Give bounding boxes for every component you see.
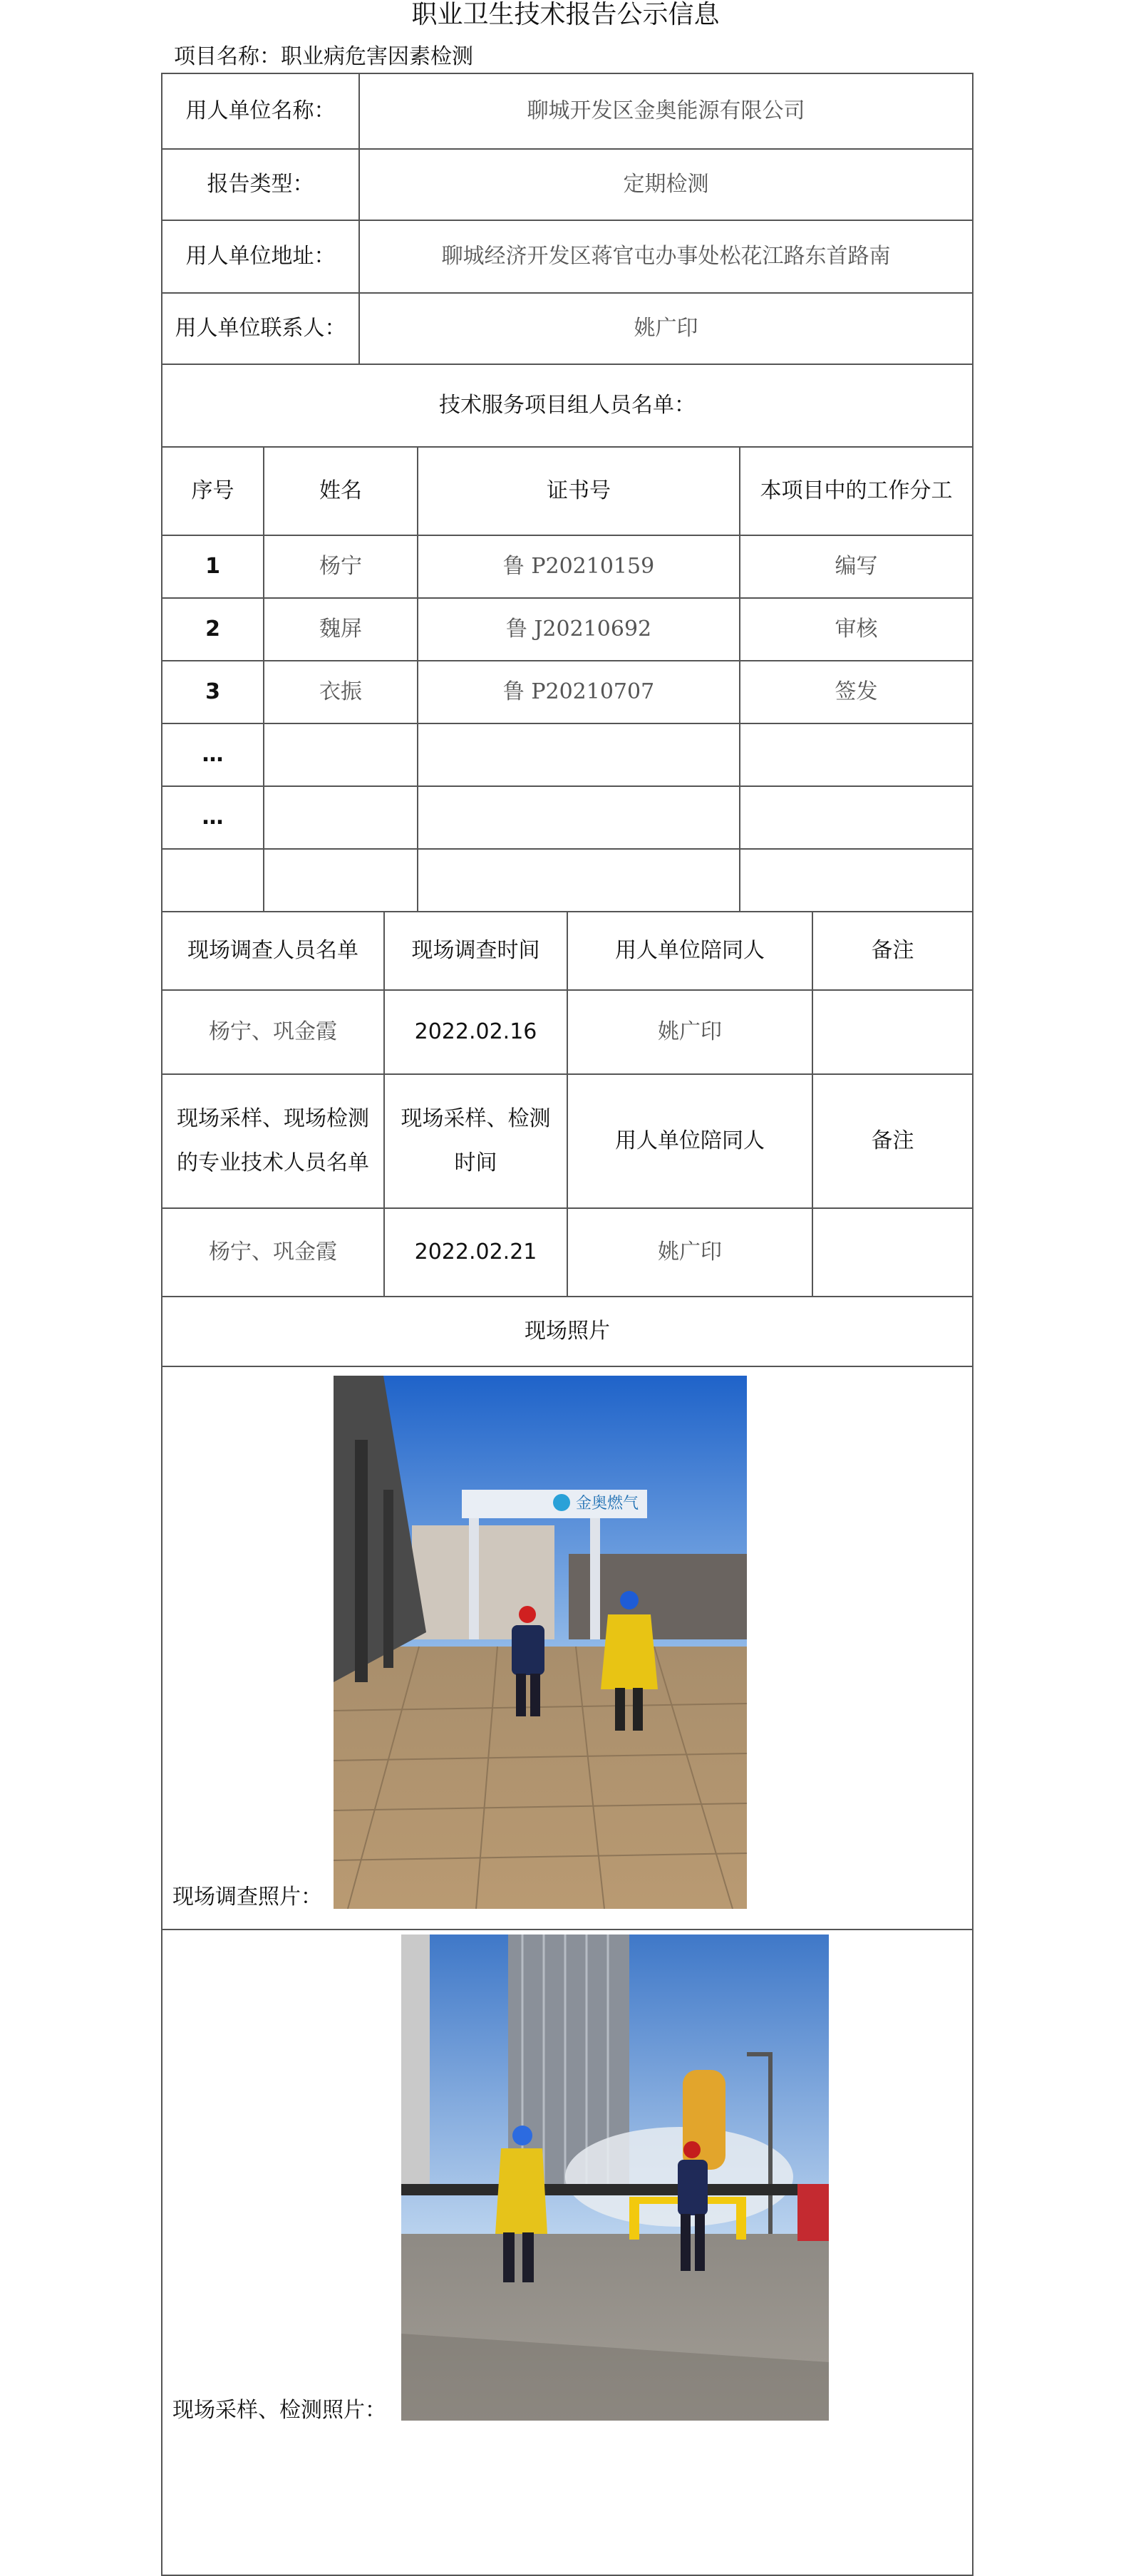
member-role	[740, 723, 973, 786]
survey-date: 2022.02.16	[384, 990, 567, 1074]
team-heading: 技术服务项目组人员名单：	[162, 364, 973, 447]
info-label: 用人单位地址：	[162, 220, 359, 293]
member-name: 杨宁	[264, 535, 418, 598]
info-value: 聊城经济开发区蒋官屯办事处松花江路东首路南	[359, 220, 973, 293]
info-row	[162, 293, 973, 364]
column-header: 现场调查人员名单	[162, 912, 384, 990]
photo-table	[161, 1296, 972, 2576]
survey-header-row	[162, 912, 973, 990]
column-header: 证书号	[418, 447, 740, 535]
table-row	[162, 1208, 973, 1297]
survey-photo-caption: 现场调查照片：	[172, 1885, 322, 1910]
sampling-remark	[812, 1208, 973, 1297]
column-header: 备注	[812, 912, 973, 990]
column-header: 现场采样、检测时间	[384, 1074, 567, 1208]
survey-staff: 杨宁、巩金霞	[162, 990, 384, 1074]
member-role	[740, 786, 973, 849]
member-name	[264, 723, 418, 786]
column-header: 序号	[162, 447, 264, 535]
sampling-header-row	[162, 1074, 973, 1208]
certificate-number	[418, 786, 740, 849]
info-value: 定期检测	[359, 149, 973, 220]
sampling-staff: 杨宁、巩金霞	[162, 1208, 384, 1297]
certificate-number: 鲁 J20210692	[418, 598, 740, 661]
column-header: 用人单位陪同人	[567, 1074, 812, 1208]
table-row	[162, 535, 973, 598]
member-role: 签发	[740, 661, 973, 723]
logo-icon	[553, 1494, 570, 1511]
station-sign: 金奥燃气	[576, 1495, 639, 1513]
member-name	[264, 849, 418, 912]
info-value: 聊城开发区金奥能源有限公司	[359, 73, 973, 149]
sampling-photo	[401, 1934, 829, 2421]
survey-companion: 姚广印	[567, 990, 812, 1074]
info-label: 用人单位联系人：	[162, 293, 359, 364]
survey-photo	[334, 1376, 747, 1909]
member-role: 编写	[740, 535, 973, 598]
column-header: 备注	[812, 1074, 973, 1208]
member-role	[740, 849, 973, 912]
row-index: 1	[162, 535, 264, 598]
member-role: 审核	[740, 598, 973, 661]
info-row	[162, 149, 973, 220]
info-label: 报告类型：	[162, 149, 359, 220]
sampling-photo-cell	[162, 1930, 973, 2575]
sampling-photo-caption: 现场采样、检测照片：	[172, 2398, 386, 2423]
column-header: 本项目中的工作分工	[740, 447, 973, 535]
certificate-number: 鲁 P20210707	[418, 661, 740, 723]
sampling-date: 2022.02.21	[384, 1208, 567, 1297]
table-row	[162, 598, 973, 661]
column-header: 用人单位陪同人	[567, 912, 812, 990]
photo-heading: 现场照片	[162, 1297, 973, 1366]
document-title: 职业卫生技术报告公示信息	[411, 0, 720, 29]
member-name: 衣振	[264, 661, 418, 723]
table-row	[162, 786, 973, 849]
column-header: 姓名	[264, 447, 418, 535]
info-value: 姚广印	[359, 293, 973, 364]
team-header-row	[162, 447, 973, 535]
certificate-number	[418, 849, 740, 912]
column-header: 现场调查时间	[384, 912, 567, 990]
table-row	[162, 849, 973, 912]
member-name: 魏屏	[264, 598, 418, 661]
info-table	[161, 73, 972, 365]
row-index: …	[162, 786, 264, 849]
certificate-number	[418, 723, 740, 786]
row-index: …	[162, 723, 264, 786]
column-header: 现场采样、现场检测的专业技术人员名单	[162, 1074, 384, 1208]
project-name: 项目名称：职业病危害因素检测	[174, 44, 473, 69]
table-row	[162, 661, 973, 723]
table-row	[162, 990, 973, 1074]
row-index	[162, 849, 264, 912]
sampling-companion: 姚广印	[567, 1208, 812, 1297]
info-row	[162, 220, 973, 293]
certificate-number: 鲁 P20210159	[418, 535, 740, 598]
row-index: 2	[162, 598, 264, 661]
survey-table	[161, 911, 972, 1297]
info-label: 用人单位名称：	[162, 73, 359, 149]
row-index: 3	[162, 661, 264, 723]
survey-photo-cell	[162, 1366, 973, 1930]
table-row	[162, 723, 973, 786]
team-table	[161, 364, 972, 912]
survey-remark	[812, 990, 973, 1074]
info-row	[162, 73, 973, 149]
member-name	[264, 786, 418, 849]
